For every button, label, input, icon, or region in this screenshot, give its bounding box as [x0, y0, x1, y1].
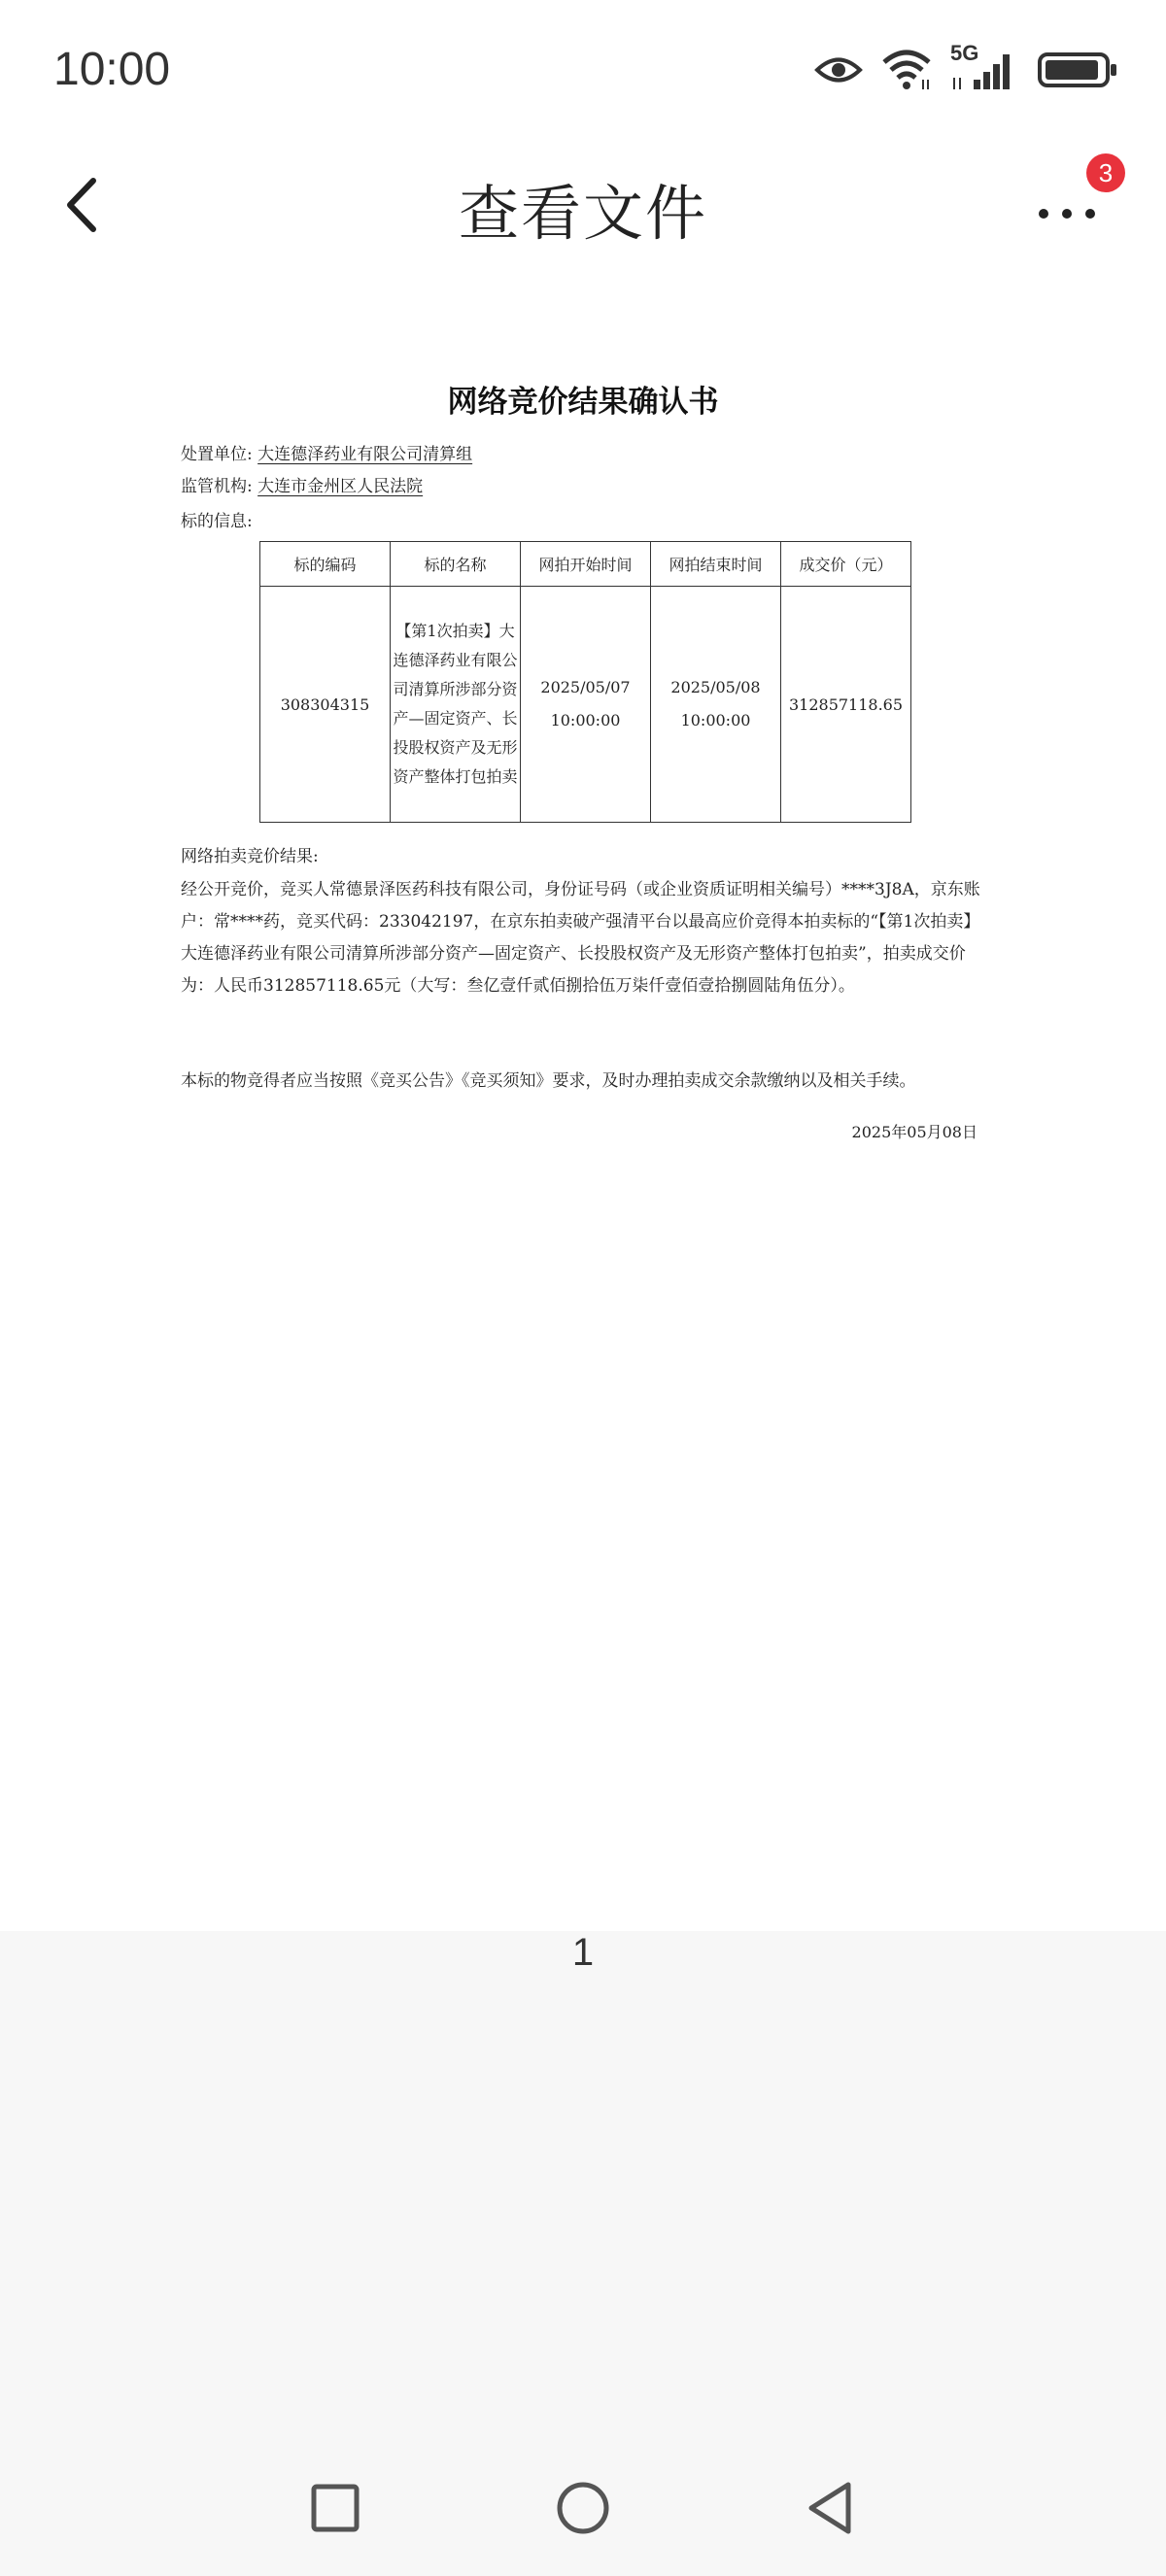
- result-label: 网络拍卖竞价结果:: [181, 847, 319, 866]
- supervisor-value: 大连市金州区人民法院: [257, 477, 424, 496]
- document-page: [0, 262, 1166, 1931]
- network-label: 5G: [950, 41, 979, 65]
- disposal-unit-value: 大连德泽药业有限公司清算组: [257, 445, 473, 464]
- start-date: 2025/05/07: [540, 678, 631, 696]
- status-icons: [814, 41, 1119, 91]
- cell-name: 【第1次拍卖】大连德泽药业有限公司清算所涉部分资产—固定资产、长投股权资产及无形资产整体打包拍卖: [391, 587, 521, 823]
- recent-apps-button[interactable]: [306, 2479, 364, 2537]
- disposal-unit-line: [181, 440, 472, 464]
- cell-start-time: [521, 587, 651, 823]
- cell-end-time: [651, 587, 781, 823]
- disposal-unit-label: 处置单位:: [181, 445, 253, 464]
- status-bar: [0, 0, 1166, 146]
- home-icon: [554, 2479, 612, 2537]
- table-header: 标的编码: [260, 542, 391, 587]
- notification-badge: 3: [1086, 153, 1125, 192]
- eye-icon: [814, 53, 863, 86]
- recent-apps-icon: [306, 2479, 364, 2537]
- table-header: 网拍结束时间: [651, 542, 781, 587]
- status-time: 10:00: [53, 44, 171, 95]
- nav-back-button[interactable]: [802, 2479, 860, 2537]
- signal-icon: [950, 49, 1020, 91]
- supervisor-label: 监管机构:: [181, 477, 253, 496]
- page-number: 1: [571, 1931, 595, 1974]
- end-time: 10:00:00: [680, 711, 751, 729]
- table-header-row: [260, 542, 911, 587]
- document-title: 网络竞价结果确认书: [447, 385, 719, 420]
- notice-text: 本标的物竞得者应当按照《竞买公告》《竞买须知》要求，及时办理拍卖成交余款缴纳以及相关手续。: [181, 1071, 916, 1091]
- table-header: 成交价（元）: [781, 542, 911, 587]
- start-time: 10:00:00: [550, 711, 621, 729]
- table-row: [260, 587, 911, 823]
- table-header: 网拍开始时间: [521, 542, 651, 587]
- document-date: 2025年05月08日: [851, 1123, 977, 1141]
- page-title: 查看文件: [458, 181, 707, 248]
- supervisor-line: [181, 472, 423, 496]
- wifi-icon: [880, 49, 933, 91]
- back-triangle-icon: [802, 2479, 860, 2537]
- title-bar: [0, 146, 1166, 262]
- signal-group: [950, 41, 1020, 91]
- subject-info-label: 标的信息:: [181, 512, 253, 531]
- cell-code: 308304315: [260, 587, 391, 823]
- end-date: 2025/05/08: [670, 678, 761, 696]
- battery-icon: [1038, 51, 1119, 89]
- cell-price: 312857118.65: [781, 587, 911, 823]
- result-text: 经公开竞价，竞买人常德景泽医药科技有限公司，身份证号码（或企业资质证明相关编号）****3J8A，京东账户：常****药，竞买代码：233042197，在京东拍卖破产强清平台以最高应价竞得本拍卖标的“【第1次拍卖】大连德泽药业有限公司清算所涉部分资产—固定资产、长投股权资产及无形资产整体打包拍卖”，拍卖成交价为：人民币312857118.65元（大写：叁亿壹仟贰佰捌拾伍万柒仟壹佰壹拾捌圆陆角伍分）。: [181, 880, 980, 996]
- home-button[interactable]: [554, 2479, 612, 2537]
- result-table: [259, 541, 911, 823]
- table-header: 标的名称: [391, 542, 521, 587]
